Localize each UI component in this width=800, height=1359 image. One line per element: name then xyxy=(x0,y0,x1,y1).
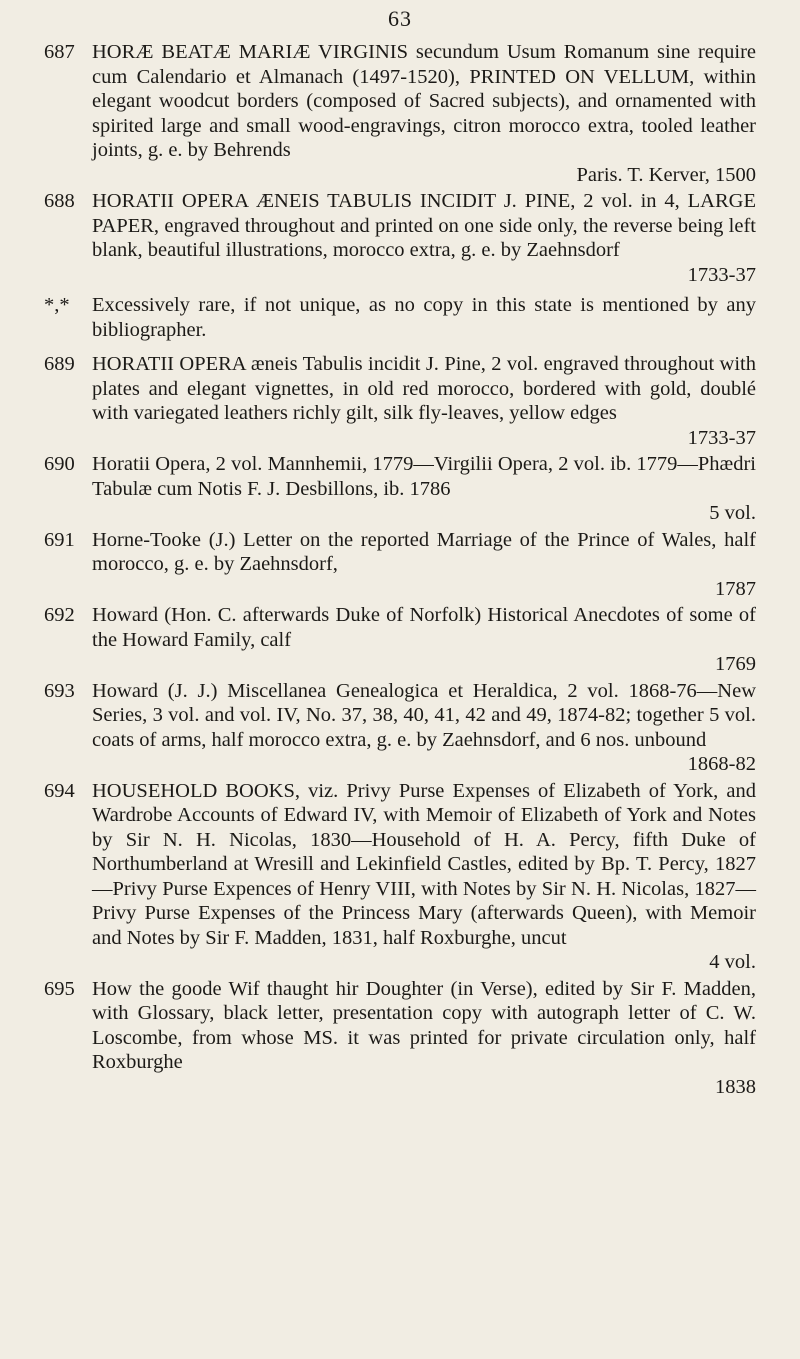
entry-date: 1733-37 xyxy=(687,426,756,449)
entry-text: HORÆ BEATÆ MARIÆ VIRGINIS secundum Usum Romanum sine require cum Calendario et Almanach (1497-1520), PRINTED ON VELLUM, within elegant woodcut borders (composed of Sacred subjects), and ornamented with spirited large and small wood-engravings, citron morocco extra, tooled leather joints, g. e. by Behrends xyxy=(92,41,756,161)
entry-date: Paris. T. Kerver, 1500 xyxy=(576,163,756,186)
lot-number: 690 xyxy=(44,453,75,475)
lot-number: 695 xyxy=(44,977,75,1000)
bibliographic-note xyxy=(44,293,756,342)
entry-text: HORATII OPERA æneis Tabulis incidit J. Pine, 2 vol. engraved throughout with plates and elegant vignettes, in old red morocco, bordered with gold, doublé with variegated leathers richly gilt, silk fly-leaves, yellow edges xyxy=(92,353,756,424)
lot-number: 688 xyxy=(44,190,75,212)
catalogue-entry xyxy=(44,189,756,287)
catalogue-entries xyxy=(44,40,756,1099)
entry-text: Howard (J. J.) Miscellanea Genealogica et Heraldica, 2 vol. 1868-76—New Series, 3 vol. and vol. IV, No. 37, 38, 40, 41, 42 and 49, 1874-82; together 5 vol. coats of arms, half morocco extra, g. e. by Zaehnsdorf, and 6 nos. unbound xyxy=(92,679,756,751)
page-number: 63 xyxy=(388,6,412,31)
catalogue-entry xyxy=(44,779,756,975)
lot-number: 691 xyxy=(44,528,75,551)
entry-text: Howard (Hon. C. afterwards Duke of Norfolk) Historical Anecdotes of some of the Howard Family, calf xyxy=(92,604,756,651)
entry-text: HORATII OPERA ÆNEIS TABULIS INCIDIT J. PINE, 2 vol. in 4, LARGE PAPER, engraved throughout and printed on one side only, the reverse being left blank, beautiful illustrations, morocco extra, g. e. by Zaehnsdorf xyxy=(92,190,756,261)
entry-date: 5 vol. xyxy=(709,502,756,524)
catalogue-entry xyxy=(44,977,756,1100)
entry-text: Horatii Opera, 2 vol. Mannhemii, 1779—Virgilii Opera, 2 vol. ib. 1779—Phædri Tabulæ cum Notis F. J. Desbillons, ib. 1786 xyxy=(92,453,756,500)
lot-number: 687 xyxy=(44,41,75,63)
lot-number: 692 xyxy=(44,604,75,626)
entry-date: 1838 xyxy=(715,1075,756,1098)
catalogue-entry xyxy=(44,452,756,526)
entry-date: 4 vol. xyxy=(709,951,756,973)
catalogue-entry xyxy=(44,603,756,677)
entry-date: 1787 xyxy=(715,577,756,600)
catalogue-entry xyxy=(44,679,756,777)
lot-number: 694 xyxy=(44,779,75,802)
catalogue-entry xyxy=(44,40,756,187)
catalogue-entry xyxy=(44,528,756,602)
entry-date: 1733-37 xyxy=(687,263,756,286)
entry-date: 1868-82 xyxy=(687,753,756,775)
entry-date: 1769 xyxy=(715,653,756,675)
entry-text: How the goode Wif thaught hir Doughter (in Verse), edited by Sir F. Madden, with Glossary, black letter, presentation copy with autograph letter of C. W. Loscombe, from whose MS. it was printed for private circulation only, half Roxburghe xyxy=(92,977,756,1073)
entry-text: Horne-Tooke (J.) Letter on the reported Marriage of the Prince of Wales, half morocco, g. e. by Zaehnsdorf, xyxy=(92,528,756,575)
entry-text: HOUSEHOLD BOOKS, viz. Privy Purse Expenses of Elizabeth of York, and Wardrobe Accounts of Edward IV, with Memoir of Elizabeth of York and Notes by Sir N. H. Nicolas, 1830—Household of H. A. Percy, fifth Duke of Northumberland at Wresill and Lekinfield Castles, edited by Bp. T. Percy, 1827—Privy Purse Expences of Henry VIII, with Notes by Sir N. H. Nicolas, 1827—Privy Purse Expenses of the Princess Mary (afterwards Queen), with Memoir and Notes by Sir F. Madden, 1831, half Roxburghe, uncut xyxy=(92,779,756,949)
note-text: Excessively rare, if not unique, as no copy in this state is mentioned by any bibliographer. xyxy=(92,294,756,341)
lot-number: 689 xyxy=(44,353,75,375)
catalogue-entry xyxy=(44,352,756,450)
lot-number: 693 xyxy=(44,679,75,702)
note-mark: *,* xyxy=(44,294,70,316)
